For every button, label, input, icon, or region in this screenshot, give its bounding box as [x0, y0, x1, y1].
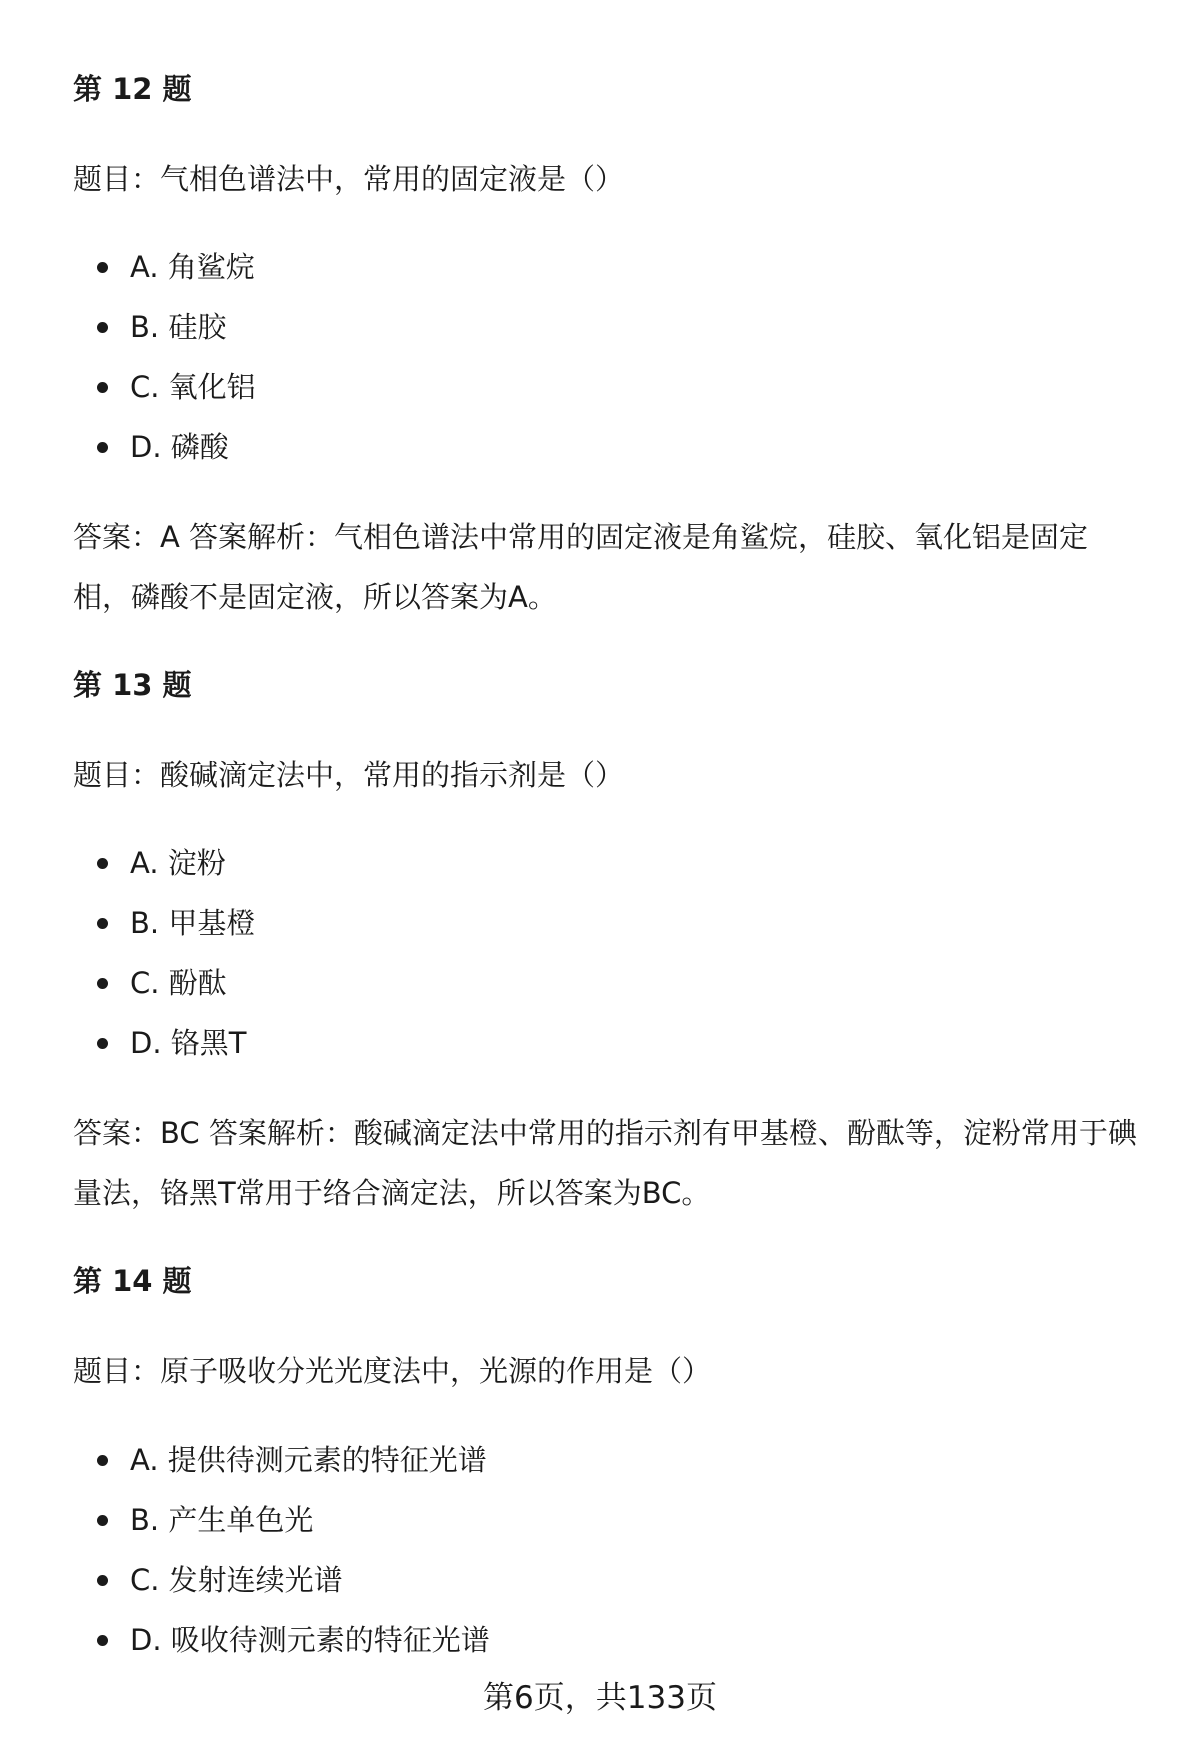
question-12-heading: 第 12 题	[73, 72, 192, 106]
option-label: D. 磷酸	[130, 430, 229, 464]
bullet-icon	[97, 1515, 108, 1526]
question-14-option-c	[97, 1560, 343, 1600]
bullet-icon	[97, 262, 108, 273]
question-13-heading: 第 13 题	[73, 668, 192, 702]
question-14-stem: 题目：原子吸收分光光度法中，光源的作用是（）	[73, 1354, 712, 1388]
question-12-option-b	[97, 307, 226, 347]
bullet-icon	[97, 1575, 108, 1586]
option-label: A. 角鲨烷	[130, 250, 255, 284]
bullet-icon	[97, 322, 108, 333]
option-label: C. 酚酞	[130, 966, 227, 1000]
option-label: B. 甲基橙	[130, 906, 256, 940]
option-label: B. 产生单色光	[130, 1503, 314, 1537]
question-12-option-a	[97, 247, 255, 287]
question-13-option-d	[97, 1023, 246, 1063]
question-12-stem: 题目：气相色谱法中，常用的固定液是（）	[73, 162, 625, 196]
option-label: C. 氧化铝	[130, 370, 256, 404]
bullet-icon	[97, 858, 108, 869]
option-label: B. 硅胶	[130, 310, 227, 344]
question-13-answer: 答案：BC 答案解析：酸碱滴定法中常用的指示剂有甲基橙、酚酞等，淀粉常用于碘量法，铬黑T常用于络合滴定法，所以答案为BC。	[73, 1116, 1137, 1210]
question-14-heading: 第 14 题	[73, 1264, 192, 1298]
bullet-icon	[97, 918, 108, 929]
question-13-stem: 题目：酸碱滴定法中，常用的指示剂是（）	[73, 758, 625, 792]
question-12-answer: 答案：A 答案解析：气相色谱法中常用的固定液是角鲨烷，硅胶、氧化铝是固定相，磷酸不是固定液，所以答案为A。	[73, 520, 1089, 614]
question-13-option-b	[97, 903, 255, 943]
bullet-icon	[97, 442, 108, 453]
option-label: A. 提供待测元素的特征光谱	[130, 1443, 487, 1477]
bullet-icon	[97, 1038, 108, 1049]
bullet-icon	[97, 978, 108, 989]
option-label: C. 发射连续光谱	[130, 1563, 343, 1597]
option-label: D. 吸收待测元素的特征光谱	[130, 1623, 490, 1657]
bullet-icon	[97, 382, 108, 393]
question-13-option-a	[97, 843, 226, 883]
page-number-footer: 第6页，共133页	[483, 1680, 717, 1716]
bullet-icon	[97, 1635, 108, 1646]
question-12-option-d	[97, 427, 229, 467]
option-label: D. 铬黑T	[130, 1026, 247, 1060]
option-label: A. 淀粉	[130, 846, 226, 880]
question-13-option-c	[97, 963, 227, 1003]
question-14-option-d	[97, 1620, 490, 1660]
question-14-option-b	[97, 1500, 313, 1540]
bullet-icon	[97, 1455, 108, 1466]
question-14-option-a	[97, 1440, 487, 1480]
question-12-option-c	[97, 367, 256, 407]
